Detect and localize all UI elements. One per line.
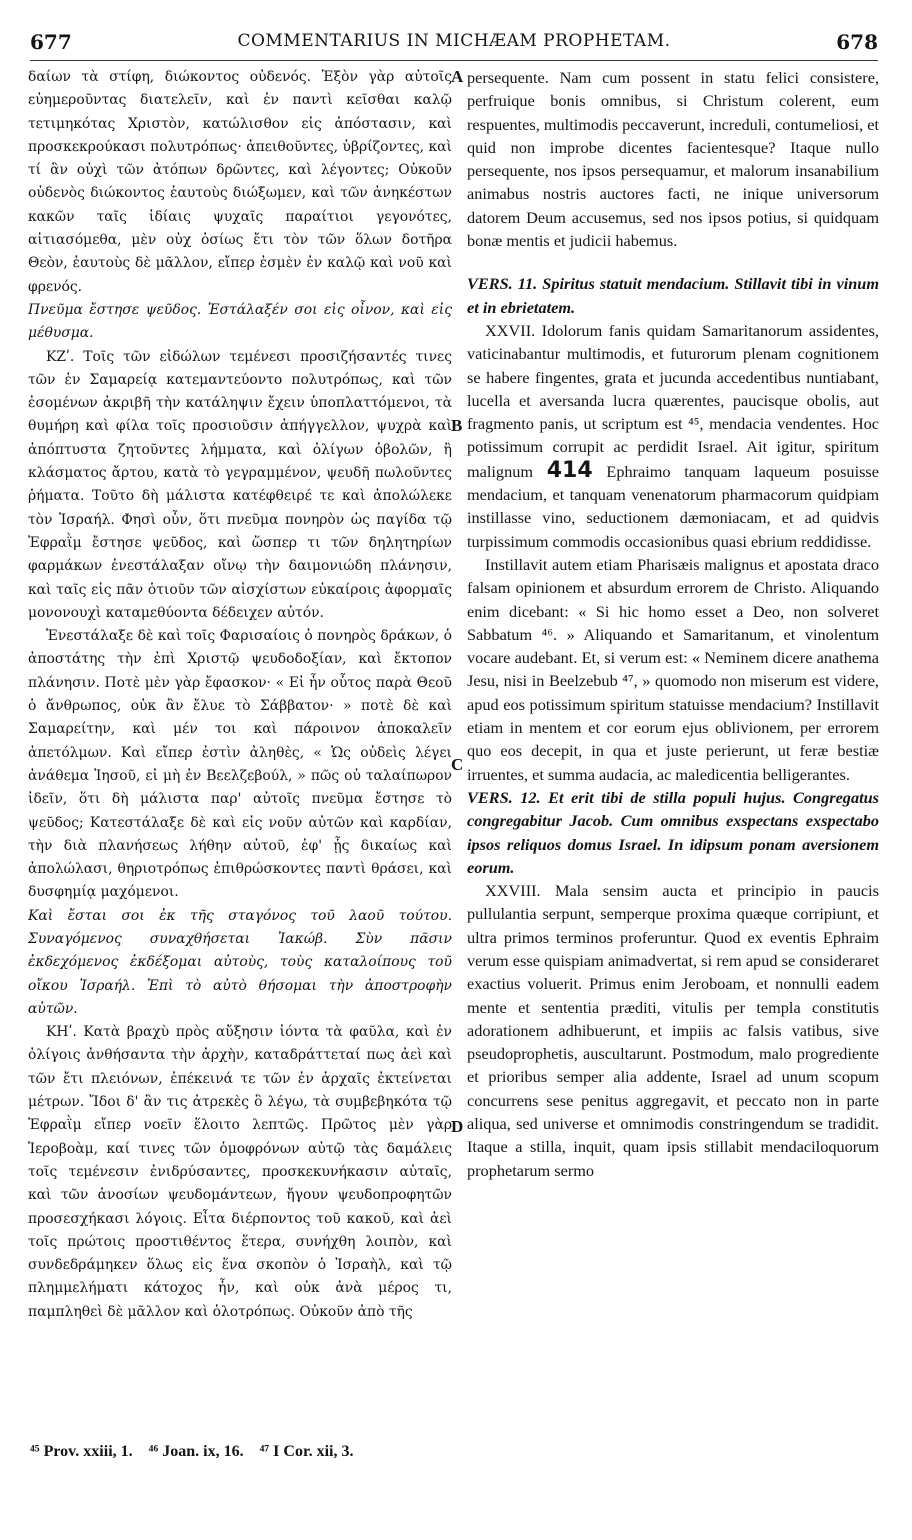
greek-paragraph: ΚΗʹ. Κατὰ βραχὺ πρὸς αὔξησιν ἰόντα τὰ φαῦλα, καὶ ἐν ὀλίγοις ἀνθήσαντα τὴν ἀρχὴν, καταδράττεταί πως ἀεὶ καὶ τῶν ἔτι πλειόνων, ἐπέκεινά τε τῶν ἐν ἀρχαῖς ἐκτείνεται μέτρων. Ἴδοι δ' ἂν τις ἀτρεκὲς ὃ λέγω, τὰ συμβεβηκότα τῷ Ἐφραῒμ εἴπερ νοεῖν ἕλοιτο λεπτῶς. Πρῶτος μὲν γὰρ Ἱεροβοὰμ, καί τινες τῶν ὁμοφρόνων αὐτῷ τὰς δαμάλεις τοῖς τεμένεσιν ἐνιδρύσαντες, προσκεκυνήκασιν αὐταῖς, καὶ τῶν ἀνοσίων ψευδομάντεων, ἤγουν ψευδοπροφητῶν προσεσχήκασι λόγοις. Εἶτα διέρποντος τοῦ κακοῦ, καὶ ἀεὶ τοῖς πρώτοις προστιθέντος ἕτερα, συνήχθη λοιπὸν, καὶ συνδεδράμηκεν ὅλως εἰς ἕνα σκοπὸν ὁ Ἰσραὴλ, καὶ τῷ πλημμελήματι κάτοχος ἦν, καὶ οὐκ ἀνὰ μέρος τι, παμπληθεὶ δὲ μᾶλλον καὶ ὁλοτρόπως. Οὐκοῦν ἀπὸ τῆς [28, 1024, 452, 1320]
greek-paragraph: δαίων τὰ στίφη, διώκοντος οὐδενός. Ἐξὸν γὰρ αὐτοῖς εὐημεροῦντας διατελεῖν, καὶ ἐν παντὶ κεῖσθαι καλῷ τετιμηκότας Χριστὸν, κατώλισθον εἰς ἀπόστασιν, καὶ προσκεκρούκασι πολυτρόπως· ἀπειθοῦντες, ὑβρίζοντες, καὶ τί ἂν οὐχὶ τῶν ἀτόπων δρῶντες, καὶ λέγοντες; Οὐκοῦν οὐδενὸς διώκοντος ἑαυτοὺς διώξωμεν, καὶ τῶν ἀνηκέστων κακῶν ταῖς ἰδίαις ψυχαῖς παραίτιοι γεγονότες, αἰτιασόμεθα, μὲν οὐχ ὁσίως ἔτι τὸν τῶν ὅλων δοτῆρα Θεὸν, ἑαυτοὺς δὲ μᾶλλον, εἴπερ ἐσμὲν ἐν καλῷ καὶ νοῦ καὶ φρενός. [28, 69, 452, 295]
greek-lemma: Καὶ ἔσται σοι ἐκ τῆς σταγόνος τοῦ λαοῦ τούτου. Συναγόμενος συναχθήσεται Ἰακώβ. Σὺν πᾶσιν ἐκδεχόμενος ἐκδέξομαι αὐτοὺς, τοὺς καταλοίπους τοῦ οἴκου Ἰσραήλ. Ἐπὶ τὸ αὐτὸ θήσομαι τὴν ἀποστροφὴν αὐτῶν. [28, 907, 452, 1017]
running-title: COMMENTARIUS IN MICHÆAM PROPHETAM. [237, 31, 671, 51]
latin-paragraph-part: XXVII. Idolorum fanis quidam Samaritanorum assidentes, vaticinabantur multimodis, et futurorum plenam cognitionem se habere fingentes, grata et jucunda accedentibus nuntiabant, lucella et aversanda lucra quærentes, paucisque obolis, aut fragmento panis, ut scriptum est ⁴⁵, mendacia vendentes. Hoc potissimum corrupit ac perdidit Israel. Ait igitur, spiritum malignum [467, 320, 879, 481]
latin-paragraph: XXVIII. Mala sensim aucta et principio in paucis pullulantia serpunt, semperque proxima quæque corripiunt, et ultra primos terminos proferuntur. Quod ex eventis Ephraim verum esse quispiam animadvertat, si rem apud se consideraret exactius voluerit. Primus enim Jeroboam, et nonnulli eadem mente et sententia præditi, vitulis per templa constitutis adorationem adhibuerunt, et impiis ac falsis vatibus, sive pseudoprophetis, auscultarunt. Postmodum, malo progrediente et prioribus semper alia addente, Israel ad unum scopum concurrens sese penitus aggregavit, et peccato non in parte aliqua, sed universe et omnimodis constringendum se tradidit. Itaque a stilla, inquit, quam ipsis stillabit mendaciloquorum prophetarum sermo [467, 881, 879, 1180]
margin-letter-a: A [451, 67, 464, 86]
footnote: ⁴⁵ Prov. xxiii, 1. [30, 1443, 133, 1460]
column-number-marker: 414 [546, 457, 593, 483]
greek-column [28, 66, 452, 1324]
latin-paragraph [467, 319, 879, 553]
footnote: ⁴⁷ I Cor. xii, 3. [259, 1443, 354, 1460]
page-header [30, 30, 878, 60]
left-page-number: 677 [30, 30, 72, 54]
margin-letter-c: C [451, 755, 464, 774]
right-page-number: 678 [836, 30, 878, 54]
latin-lemma: VERS. 11. Spiritus statuit mendacium. Stillavit tibi in vinum et in ebrietatem. [467, 274, 879, 317]
footnote: ⁴⁶ Joan. ix, 16. [148, 1443, 244, 1460]
margin-letter-d: D [451, 1117, 464, 1136]
greek-lemma: Πνεῦμα ἔστησε ψεῦδος. Ἐστάλαξέν σοι εἰς οἶνον, καὶ εἰς μέθυσμα. [28, 301, 452, 342]
greek-paragraph: ΚΖʹ. Τοῖς τῶν εἰδώλων τεμένεσι προσιζήσαντές τινες τῶν ἐν Σαμαρείᾳ κατεμαντεύοντο πολυτρόπως, καὶ τῶν ἐσομένων ἀκριβῆ τὴν κατάληψιν ἔχειν ὑποπλαττόμενοι, τὰ θυμήρη καὶ φίλα τοῖς προσιοῦσιν ἀπήγγελλον, ψυχρὰ καὶ ἀπόπτυστα ζητοῦντες λήμματα, καὶ ὀλίγων ὀβολῶν, ἢ κλάσματος ἄρτου, κατὰ τὸ γεγραμμένον, ψευδῆ πωλοῦντες ῥήματα. Τοῦτο δὴ μάλιστα κατέφθειρέ τε καὶ ἀπολώλεκε τὸν Ἰσραήλ. Φησὶ οὖν, ὅτι πνεῦμα πονηρὸν ὡς παγίδα τῷ Ἐφραῒμ ἔστησε ψεῦδος, καὶ ὥσπερ τι τῶν δηλητηρίων φαρμάκων ἐνεστάλαξαν οἴνῳ τὴν δαιμονιώδη πλάνησιν, καὶ ταῖς εἰς πᾶν ὁτιοῦν τῶν αἰσχίστων εὐκαίροις ἀφορμαῖς μονονουχὶ καταμεθύοντα δέδειχεν αὐτόν. [28, 348, 452, 621]
margin-letter-b: B [451, 416, 463, 435]
latin-paragraph: persequente. Nam cum possent in statu felici consistere, perfruique bonis omnibus, si Christum colerent, eum respuentes, multimodis peccaverunt, increduli, contumeliosi, et quid non improbe dicentes facientesque? Itaque nullo persequente, nos ipsos persequamur, et malorum insanabilium animabus nostris auctores facti, ne inique universorum datorem Deum accusemus, sed nos ipsos potius, si quidquam bonæ mentis et judicii habemus. [467, 68, 879, 251]
greek-paragraph: Ἐνεστάλαξε δὲ καὶ τοῖς Φαρισαίοις ὁ πονηρὸς δράκων, ὁ ἀποστάτης τὴν ἐπὶ Χριστῷ ψευδοδοξίαν, καὶ ἔκτοπον πλάνησιν. Ποτὲ μὲν γὰρ ἔφασκον· « Εἰ ἦν οὗτος παρὰ Θεοῦ ὁ ἄνθρωπος, οὐκ ἂν ἔλυε τὸ Σάββατον· » ποτὲ δὲ καὶ Σαμαρείτην, καὶ μέν τοι καὶ πάροινον ἀποκαλεῖν ἀπετόλμων. Καὶ εἴπερ ἐστὶν ἀληθὲς, « Ὡς οὐδεὶς λέγει ἀνάθεμα Ἰησοῦ, εἰ μὴ ἐν Βεελζεβούλ, » πῶς οὐ ταλαίπωρον ἰδεῖν, ὅτι δὴ μάλιστα παρ' αὐτοῖς πνεῦμα ἔστησε τὸ ψεῦδος; Κατεστάλαξε δὲ καὶ εἰς νοῦν αὐτῶν καὶ καρδίαν, τὴν διὰ πλανήσεως λήθην αὐτοῦ, ἐφ' ᾗς δικαίως καὶ ἀπολώλασι, θηριοτρόπως ἐπιθρώσκοντες παντὶ θράσει, καὶ δυσφημίᾳ μαχόμενοι. [28, 628, 452, 901]
latin-paragraph: Instillavit autem etiam Pharisæis malignus et apostata draco falsam opinionem et absurdum errorem de Christo. Aliquando enim dicebant: « Si hic homo esset a Deo, non solveret Sabbatum ⁴⁶. » Aliquando et Samaritanum, et vinolentum vocare audebant. Et, si verum est: « Neminem dicere anathema Jesu, nisi in Beelzebub ⁴⁷, » quomodo non miserum est videre, apud eos potissimum spiritum statuisse mendacium? Instillavit etiam in mentem et cor eorum ejus oblivionem, per errorem quo eos decepit, in qua et juste perierunt, ut feræ bestiæ irruentes, et summa audacia, ac maledicentia belligerantes. [467, 554, 879, 784]
header-rule [30, 60, 878, 61]
latin-lemma: VERS. 12. Et erit tibi de stilla populi hujus. Congregatus congregabitur Jacob. Cum omnibus exspectans exspectabo ipsos reliquos domus Israel. In idipsum ponam aversionem eorum. [467, 787, 879, 877]
latin-column [467, 66, 879, 1182]
latin-paragraph-part: Ephraimo tanquam laqueum posuisse mendacium, et tanquam venenatorum pharmacorum quidpiam instillasse vino, seductionem dæmoniacam, et ad quidvis turpissimum commodis occasionibus quasi ebrium reddidisse. [467, 461, 879, 551]
footnotes [30, 1443, 880, 1461]
